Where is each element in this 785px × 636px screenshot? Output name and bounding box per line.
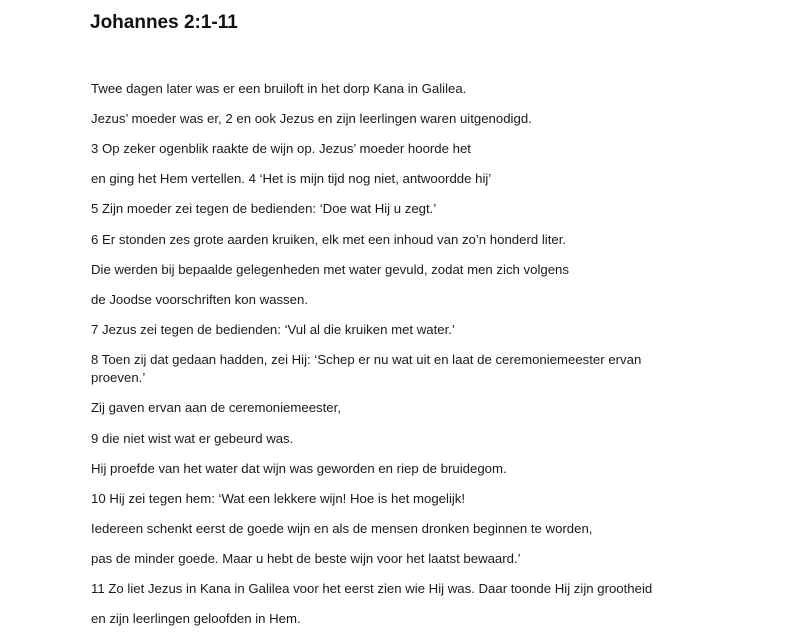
- paragraph-line: Iedereen schenkt eerst de goede wijn en als de mensen dronken beginnen te worden,: [91, 521, 593, 536]
- paragraph-line: de Joodse voorschriften kon wassen.: [91, 292, 308, 307]
- paragraph-line: pas de minder goede. Maar u hebt de beste wijn voor het laatst bewaard.’: [91, 551, 521, 566]
- paragraph-line: en ging het Hem vertellen. 4 ‘Het is mijn tijd nog niet, antwoordde hij’: [91, 171, 492, 186]
- paragraph-line: 8 Toen zij dat gedaan hadden, zei Hij: ‘Schep er nu wat uit en laat de ceremoniemeester ervan proeven.’: [91, 352, 642, 385]
- paragraph-line: 3 Op zeker ogenblik raakte de wijn op. Jezus’ moeder hoorde het: [91, 141, 471, 156]
- paragraph-line: 9 die niet wist wat er gebeurd was.: [91, 431, 294, 446]
- paragraph-line: Hij proefde van het water dat wijn was geworden en riep de bruidegom.: [91, 461, 507, 476]
- paragraph-line: 7 Jezus zei tegen de bedienden: ‘Vul al die kruiken met water.’: [91, 322, 455, 337]
- paragraph-line: Zij gaven ervan aan de ceremoniemeester,: [91, 400, 341, 415]
- paragraph-line: Jezus’ moeder was er, 2 en ook Jezus en zijn leerlingen waren uitgenodigd.: [91, 111, 532, 126]
- paragraph-line: Die werden bij bepaalde gelegenheden met water gevuld, zodat men zich volgens: [91, 262, 569, 277]
- paragraph-line: 5 Zijn moeder zei tegen de bedienden: ‘Doe wat Hij u zegt.’: [91, 201, 437, 216]
- paragraph-line: 10 Hij zei tegen hem: ‘Wat een lekkere wijn! Hoe is het mogelijk!: [91, 491, 466, 506]
- paragraph-line: 11 Zo liet Jezus in Kana in Galilea voor het eerst zien wie Hij was. Daar toonde Hij zijn grootheid: [91, 581, 653, 596]
- paragraph-line: en zijn leerlingen geloofden in Hem.: [91, 611, 301, 626]
- paragraph-line: 6 Er stonden zes grote aarden kruiken, elk met een inhoud van zo’n honderd liter.: [91, 232, 567, 247]
- document-title: Johannes 2:1-11: [90, 12, 238, 33]
- paragraph-line: Twee dagen later was er een bruiloft in het dorp Kana in Galilea.: [91, 81, 467, 96]
